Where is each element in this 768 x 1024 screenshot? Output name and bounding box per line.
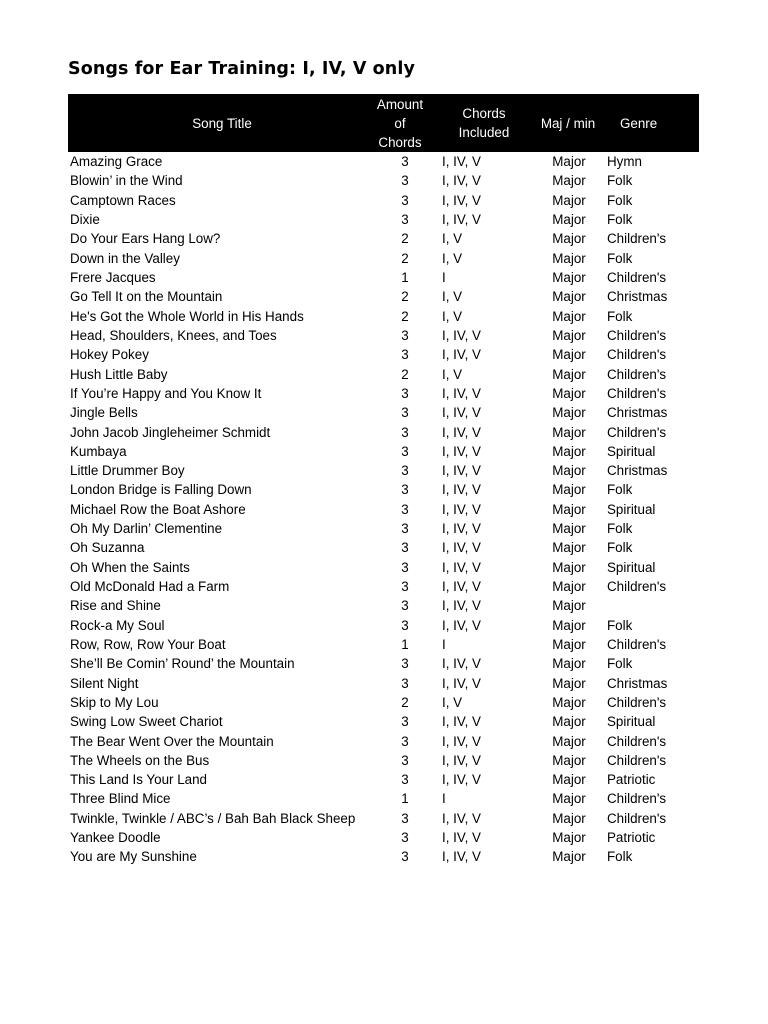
header-amount-line-1: Amount	[376, 96, 424, 112]
genre-cell: Folk	[607, 250, 633, 266]
amount-of-chords-cell: 2	[401, 366, 409, 382]
amount-of-chords-cell: 3	[401, 714, 409, 730]
amount-of-chords-cell: 1	[401, 636, 409, 652]
chords-included-cell: I	[442, 636, 446, 652]
table-row	[68, 673, 699, 692]
genre-cell: Christmas	[607, 675, 668, 691]
amount-of-chords-cell: 2	[401, 308, 409, 324]
major-minor-cell: Major	[552, 192, 586, 208]
major-minor-cell: Major	[552, 849, 586, 865]
genre-cell	[604, 596, 699, 615]
table-row	[68, 577, 699, 596]
amount-of-chords-cell: 2	[401, 289, 409, 305]
table-row	[68, 809, 699, 828]
genre-cell: Folk	[607, 173, 633, 189]
song-title-cell: The Bear Went Over the Mountain	[70, 733, 274, 749]
major-minor-cell: Major	[552, 752, 586, 768]
song-title-cell: Hush Little Baby	[70, 366, 168, 382]
song-title-cell: Do Your Ears Hang Low?	[70, 231, 221, 247]
major-minor-cell: Major	[552, 675, 586, 691]
song-title-cell: If You’re Happy and You Know It	[70, 385, 262, 401]
genre-cell: Children's	[607, 327, 667, 343]
genre-cell: Folk	[607, 212, 633, 228]
table-row	[68, 538, 699, 557]
genre-cell: Folk	[607, 192, 633, 208]
table-row	[68, 229, 699, 248]
major-minor-cell: Major	[552, 540, 586, 556]
chords-included-cell: I, IV, V	[442, 714, 481, 730]
table-row	[68, 152, 699, 171]
chords-included-cell: I, IV, V	[442, 772, 481, 788]
major-minor-cell: Major	[552, 579, 586, 595]
amount-of-chords-cell: 3	[401, 849, 409, 865]
song-title-cell: Swing Low Sweet Chariot	[70, 714, 223, 730]
song-title-cell: Camptown Races	[70, 192, 176, 208]
genre-cell: Folk	[607, 617, 633, 633]
chords-included-cell: I, IV, V	[442, 521, 481, 537]
table-row	[68, 345, 699, 364]
song-title-cell: Dixie	[70, 212, 100, 228]
song-title-cell: Amazing Grace	[70, 154, 163, 170]
genre-cell: Children's	[607, 366, 667, 382]
amount-of-chords-cell: 3	[401, 772, 409, 788]
table-row	[68, 500, 699, 519]
major-minor-cell: Major	[552, 772, 586, 788]
genre-cell: Children's	[607, 270, 667, 286]
chords-included-cell: I, IV, V	[442, 810, 481, 826]
amount-of-chords-cell: 3	[401, 424, 409, 440]
table-row	[68, 422, 699, 441]
genre-cell: Christmas	[607, 405, 668, 421]
major-minor-cell: Major	[552, 714, 586, 730]
table-row	[68, 403, 699, 422]
major-minor-cell: Major	[552, 656, 586, 672]
song-title-cell: Three Blind Mice	[70, 791, 171, 807]
chords-included-cell: I, IV, V	[442, 559, 481, 575]
song-title-cell: Oh Suzanna	[70, 540, 145, 556]
chords-included-cell: I, V	[442, 366, 463, 382]
amount-of-chords-cell: 3	[401, 656, 409, 672]
major-minor-cell: Major	[552, 308, 586, 324]
table-row	[68, 596, 699, 615]
chords-included-cell: I, V	[442, 694, 463, 710]
major-minor-cell: Major	[552, 559, 586, 575]
amount-of-chords-cell: 3	[401, 559, 409, 575]
genre-cell: Folk	[607, 308, 633, 324]
genre-cell: Children's	[607, 636, 667, 652]
song-title-cell: Blowin’ in the Wind	[70, 173, 183, 189]
header-amount-line-3: Chords	[378, 134, 422, 150]
song-title-cell: You are My Sunshine	[70, 849, 197, 865]
amount-of-chords-cell: 3	[401, 385, 409, 401]
header-chords-line-2: Included	[458, 125, 510, 140]
song-title-cell: John Jacob Jingleheimer Schmidt	[70, 424, 271, 440]
major-minor-cell: Major	[552, 424, 586, 440]
table-row	[68, 480, 699, 499]
major-minor-cell: Major	[552, 830, 586, 846]
chords-included-cell: I, IV, V	[442, 212, 481, 228]
table-body	[68, 152, 699, 867]
genre-cell: Spiritual	[607, 559, 656, 575]
table-row	[68, 789, 699, 808]
genre-cell: Children's	[607, 579, 667, 595]
header-row	[68, 94, 699, 152]
genre-cell: Hymn	[607, 154, 642, 170]
major-minor-cell: Major	[552, 250, 586, 266]
major-minor-cell: Major	[552, 598, 586, 614]
chords-included-cell: I, V	[442, 231, 463, 247]
chords-included-cell: I, IV, V	[442, 501, 481, 517]
header-major-minor: Maj / min	[540, 115, 596, 131]
header-chords-included	[436, 94, 532, 152]
song-title-cell: The Wheels on the Bus	[70, 752, 210, 768]
song-title-cell: Kumbaya	[70, 443, 127, 459]
song-title-cell: Hokey Pokey	[70, 347, 149, 363]
song-title-cell: He's Got the Whole World in His Hands	[70, 308, 304, 324]
chords-included-cell: I, IV, V	[442, 405, 481, 421]
amount-of-chords-cell: 3	[401, 482, 409, 498]
genre-cell: Children's	[607, 791, 667, 807]
song-title-cell: Little Drummer Boy	[70, 463, 185, 479]
page-title: Songs for Ear Training: I, IV, V only	[68, 58, 415, 79]
song-title-cell: Oh My Darlin’ Clementine	[70, 521, 223, 537]
chords-included-cell: I, IV, V	[442, 424, 481, 440]
chords-included-cell: I, V	[442, 250, 463, 266]
amount-of-chords-cell: 3	[401, 327, 409, 343]
genre-cell: Children's	[607, 694, 667, 710]
table-row	[68, 268, 699, 287]
major-minor-cell: Major	[552, 463, 586, 479]
table-row	[68, 249, 699, 268]
major-minor-cell: Major	[552, 327, 586, 343]
major-minor-cell: Major	[552, 636, 586, 652]
song-title-cell: Jingle Bells	[70, 405, 138, 421]
song-title-cell: Yankee Doodle	[70, 830, 161, 846]
chords-included-cell: I	[442, 270, 446, 286]
chords-included-cell: I, IV, V	[442, 173, 481, 189]
table-row	[68, 635, 699, 654]
amount-of-chords-cell: 3	[401, 617, 409, 633]
table-row	[68, 210, 699, 229]
table-row	[68, 519, 699, 538]
genre-cell: Christmas	[607, 289, 668, 305]
table-row	[68, 364, 699, 383]
chords-included-cell: I, IV, V	[442, 656, 481, 672]
chords-included-cell: I, IV, V	[442, 385, 481, 401]
amount-of-chords-cell: 3	[401, 675, 409, 691]
table-row	[68, 712, 699, 731]
amount-of-chords-cell: 3	[401, 501, 409, 517]
header-song-title: Song Title	[192, 115, 252, 131]
amount-of-chords-cell: 2	[401, 250, 409, 266]
chords-included-cell: I, IV, V	[442, 443, 481, 459]
amount-of-chords-cell: 2	[401, 231, 409, 247]
major-minor-cell: Major	[552, 212, 586, 228]
amount-of-chords-cell: 3	[401, 521, 409, 537]
chords-included-cell: I	[442, 791, 446, 807]
amount-of-chords-cell: 3	[401, 733, 409, 749]
song-title-cell: Down in the Valley	[70, 250, 180, 266]
header-chords-line-1: Chords	[462, 106, 506, 121]
major-minor-cell: Major	[552, 791, 586, 807]
song-title-cell: Oh When the Saints	[70, 559, 190, 575]
chords-included-cell: I, IV, V	[442, 327, 481, 343]
song-title-cell: Silent Night	[70, 675, 139, 691]
song-title-cell: Head, Shoulders, Knees, and Toes	[70, 327, 277, 343]
genre-cell: Folk	[607, 521, 633, 537]
table-row	[68, 616, 699, 635]
table-row	[68, 307, 699, 326]
song-title-cell: Twinkle, Twinkle / ABC’s / Bah Bah Black Sheep	[70, 810, 356, 826]
song-title-cell: Frere Jacques	[70, 270, 156, 286]
table-row	[68, 461, 699, 480]
major-minor-cell: Major	[552, 733, 586, 749]
song-title-cell: London Bridge is Falling Down	[70, 482, 252, 498]
amount-of-chords-cell: 3	[401, 463, 409, 479]
header-amount-line-2: of	[394, 115, 406, 131]
song-title-cell: Old McDonald Had a Farm	[70, 579, 230, 595]
chords-included-cell: I, IV, V	[442, 598, 481, 614]
genre-cell: Spiritual	[607, 501, 656, 517]
chords-included-cell: I, IV, V	[442, 830, 481, 846]
genre-cell: Children's	[607, 752, 667, 768]
genre-cell: Children's	[607, 385, 667, 401]
song-title-cell: Michael Row the Boat Ashore	[70, 501, 246, 517]
amount-of-chords-cell: 1	[401, 791, 409, 807]
major-minor-cell: Major	[552, 385, 586, 401]
table-row	[68, 171, 699, 190]
song-title-cell: Go Tell It on the Mountain	[70, 289, 223, 305]
table-row	[68, 770, 699, 789]
chords-included-cell: I, IV, V	[442, 482, 481, 498]
chords-included-cell: I, IV, V	[442, 579, 481, 595]
major-minor-cell: Major	[552, 289, 586, 305]
chords-included-cell: I, IV, V	[442, 617, 481, 633]
amount-of-chords-cell: 3	[401, 540, 409, 556]
major-minor-cell: Major	[552, 173, 586, 189]
chords-included-cell: I, IV, V	[442, 733, 481, 749]
genre-cell: Children's	[607, 231, 667, 247]
major-minor-cell: Major	[552, 405, 586, 421]
table-row	[68, 731, 699, 750]
major-minor-cell: Major	[552, 443, 586, 459]
chords-included-cell: I, IV, V	[442, 347, 481, 363]
major-minor-cell: Major	[552, 521, 586, 537]
table-row	[68, 693, 699, 712]
header-genre: Genre	[620, 115, 658, 131]
genre-cell: Spiritual	[607, 714, 656, 730]
song-title-cell: Row, Row, Row Your Boat	[70, 636, 226, 652]
table-row	[68, 847, 699, 866]
song-title-cell: She’ll Be Comin’ Round’ the Mountain	[70, 656, 295, 672]
table-row	[68, 828, 699, 847]
major-minor-cell: Major	[552, 231, 586, 247]
amount-of-chords-cell: 3	[401, 192, 409, 208]
chords-included-cell: I, IV, V	[442, 463, 481, 479]
chords-included-cell: I, IV, V	[442, 154, 481, 170]
song-title-cell: This Land Is Your Land	[70, 772, 207, 788]
major-minor-cell: Major	[552, 617, 586, 633]
amount-of-chords-cell: 3	[401, 212, 409, 228]
table-row	[68, 326, 699, 345]
major-minor-cell: Major	[552, 501, 586, 517]
chords-included-cell: I, V	[442, 289, 463, 305]
song-title-cell: Rise and Shine	[70, 598, 161, 614]
genre-cell: Christmas	[607, 463, 668, 479]
chords-included-cell: I, IV, V	[442, 540, 481, 556]
header-amount-of-chords	[364, 94, 436, 152]
amount-of-chords-cell: 3	[401, 598, 409, 614]
table-row	[68, 558, 699, 577]
song-title-cell: Rock-a My Soul	[70, 617, 165, 633]
genre-cell: Children's	[607, 733, 667, 749]
major-minor-cell: Major	[552, 154, 586, 170]
genre-cell: Children's	[607, 424, 667, 440]
genre-cell: Children's	[607, 347, 667, 363]
amount-of-chords-cell: 2	[401, 694, 409, 710]
table-row	[68, 751, 699, 770]
amount-of-chords-cell: 3	[401, 752, 409, 768]
major-minor-cell: Major	[552, 366, 586, 382]
genre-cell: Patriotic	[607, 830, 656, 846]
genre-cell: Folk	[607, 540, 633, 556]
major-minor-cell: Major	[552, 810, 586, 826]
amount-of-chords-cell: 3	[401, 810, 409, 826]
table-row	[68, 191, 699, 210]
chords-included-cell: I, IV, V	[442, 675, 481, 691]
amount-of-chords-cell: 1	[401, 270, 409, 286]
amount-of-chords-cell: 3	[401, 443, 409, 459]
table-row	[68, 442, 699, 461]
major-minor-cell: Major	[552, 347, 586, 363]
genre-cell: Folk	[607, 482, 633, 498]
song-title-cell: Skip to My Lou	[70, 694, 159, 710]
amount-of-chords-cell: 3	[401, 405, 409, 421]
amount-of-chords-cell: 3	[401, 154, 409, 170]
chords-included-cell: I, IV, V	[442, 752, 481, 768]
major-minor-cell: Major	[552, 694, 586, 710]
chords-included-cell: I, IV, V	[442, 192, 481, 208]
chords-included-cell: I, V	[442, 308, 463, 324]
amount-of-chords-cell: 3	[401, 830, 409, 846]
table-row	[68, 287, 699, 306]
table-row	[68, 654, 699, 673]
genre-cell: Folk	[607, 849, 633, 865]
genre-cell: Spiritual	[607, 443, 656, 459]
major-minor-cell: Major	[552, 482, 586, 498]
chords-included-cell: I, IV, V	[442, 849, 481, 865]
songs-table	[68, 94, 699, 867]
table-row	[68, 384, 699, 403]
major-minor-cell: Major	[552, 270, 586, 286]
table-header	[68, 94, 699, 152]
amount-of-chords-cell: 3	[401, 579, 409, 595]
genre-cell: Folk	[607, 656, 633, 672]
genre-cell: Children's	[607, 810, 667, 826]
amount-of-chords-cell: 3	[401, 173, 409, 189]
genre-cell: Patriotic	[607, 772, 656, 788]
amount-of-chords-cell: 3	[401, 347, 409, 363]
